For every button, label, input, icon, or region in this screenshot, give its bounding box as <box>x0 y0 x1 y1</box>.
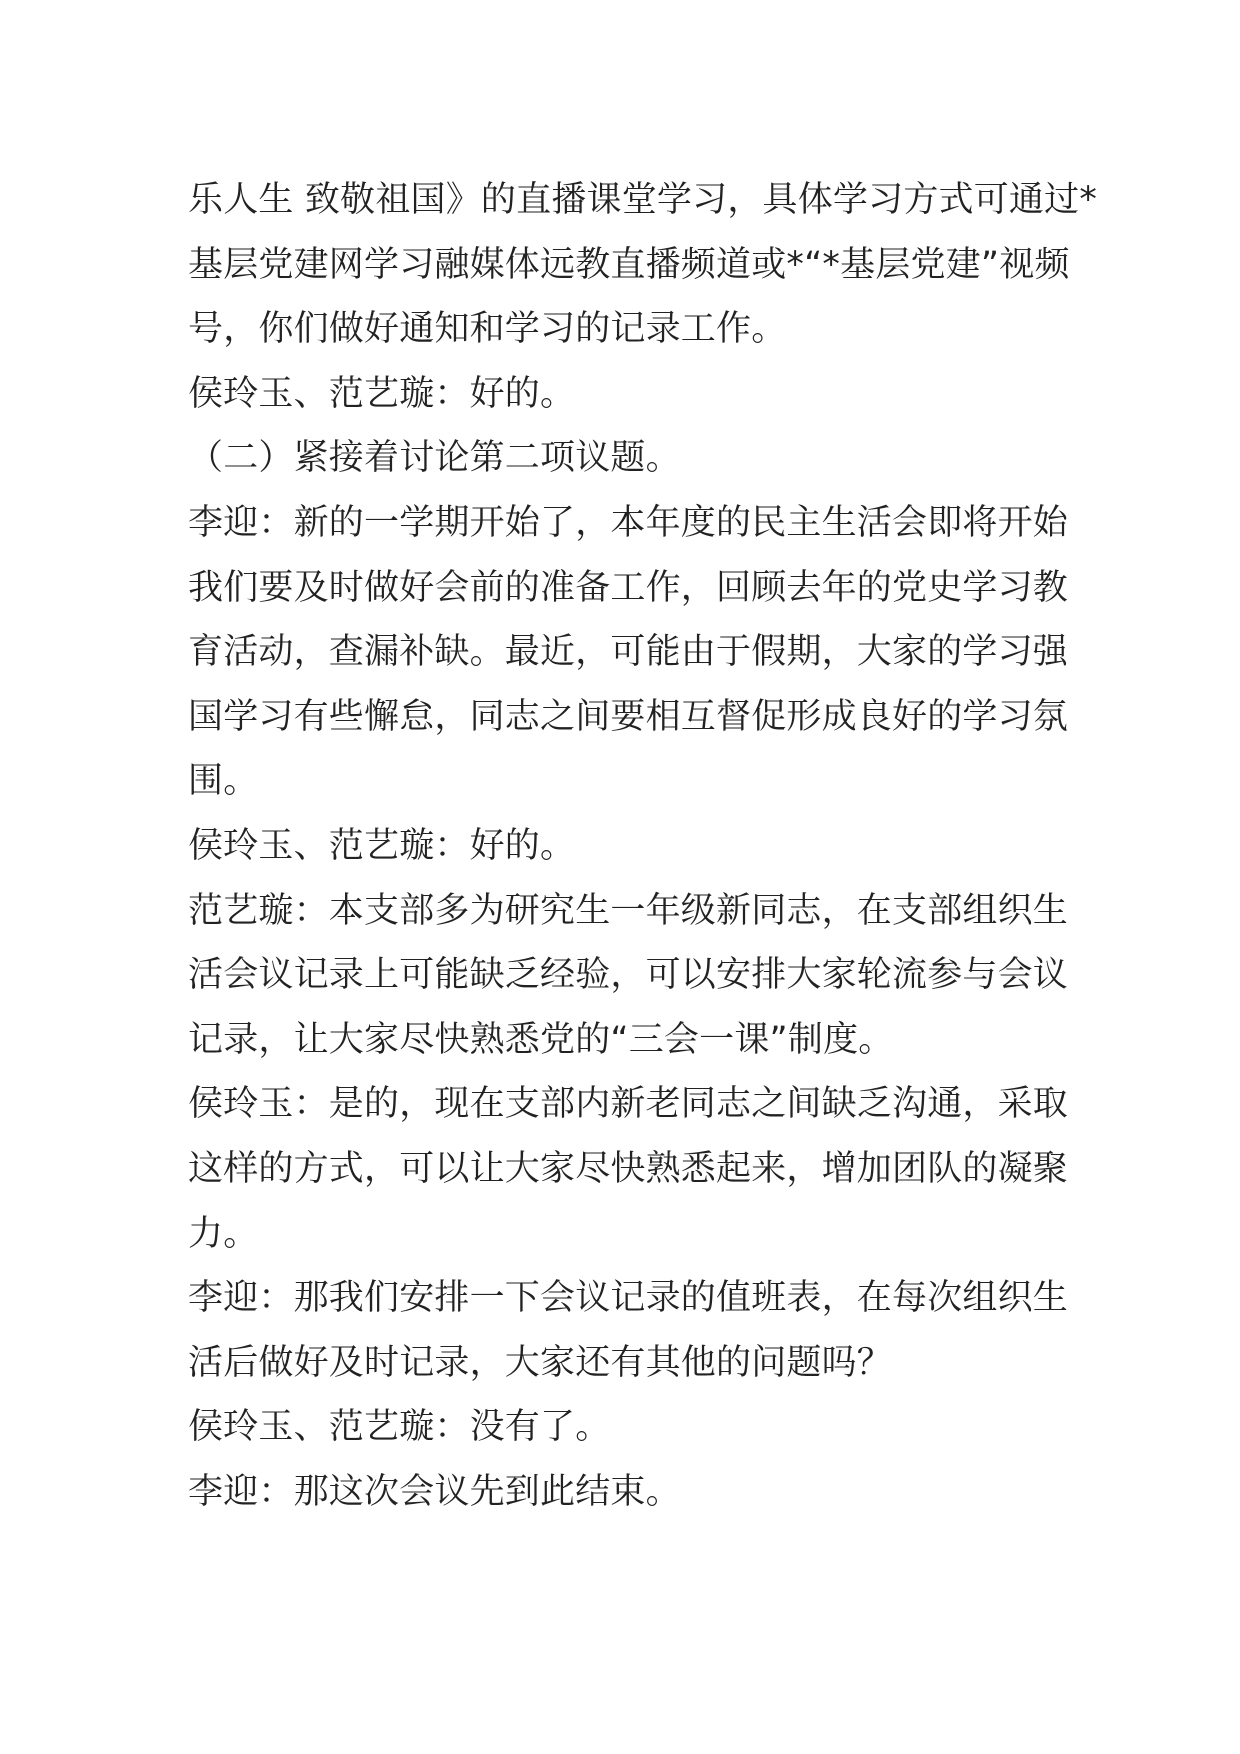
text-line: 记录，让大家尽快熟悉党的“三会一课”制度。 <box>188 1019 894 1060</box>
text-line: 侯玲玉、范艺璇：好的。 <box>188 825 576 866</box>
text-line: 活会议记录上可能缺乏经验，可以安排大家轮流参与会议 <box>188 955 1069 996</box>
text-line: 侯玲玉、范艺璇：没有了。 <box>188 1407 611 1448</box>
text-line: 李迎：那我们安排一下会议记录的值班表，在每次组织生 <box>188 1278 1069 1319</box>
text-line: 范艺璇：本支部多为研究生一年级新同志，在支部组织生 <box>188 890 1069 931</box>
text-line: 李迎：那这次会议先到此结束。 <box>188 1471 681 1512</box>
text-line: 侯玲玉：是的，现在支部内新老同志之间缺乏沟通，采取 <box>188 1084 1069 1125</box>
text-line: 李迎：新的一学期开始了，本年度的民主生活会即将开始 <box>188 502 1069 543</box>
text-line: 号，你们做好通知和学习的记录工作。 <box>188 309 787 350</box>
text-line: 侯玲玉、范艺璇：好的。 <box>188 373 576 414</box>
text-line: 围。 <box>188 761 259 802</box>
section-heading: （二）紧接着讨论第二项议题。 <box>188 438 681 479</box>
text-line: 力。 <box>188 1213 259 1254</box>
text-line: 这样的方式，可以让大家尽快熟悉起来，增加团队的凝聚 <box>188 1148 1069 1189</box>
text-line: 我们要及时做好会前的准备工作，回顾去年的党史学习教 <box>188 567 1069 608</box>
text-line: 育活动，查漏补缺。最近，可能由于假期，大家的学习强 <box>188 632 1069 673</box>
text-line: 活后做好及时记录，大家还有其他的问题吗？ <box>188 1342 893 1383</box>
text-line: 乐人生 致敬祖国》的直播课堂学习，具体学习方式可通过* <box>188 180 1098 220</box>
text-line: 国学习有些懈怠，同志之间要相互督促形成良好的学习氛 <box>188 696 1069 737</box>
document-body <box>188 168 1098 1524</box>
text-line: 基层党建网学习融媒体远教直播频道或*“*基层党建”视频 <box>188 244 1070 285</box>
